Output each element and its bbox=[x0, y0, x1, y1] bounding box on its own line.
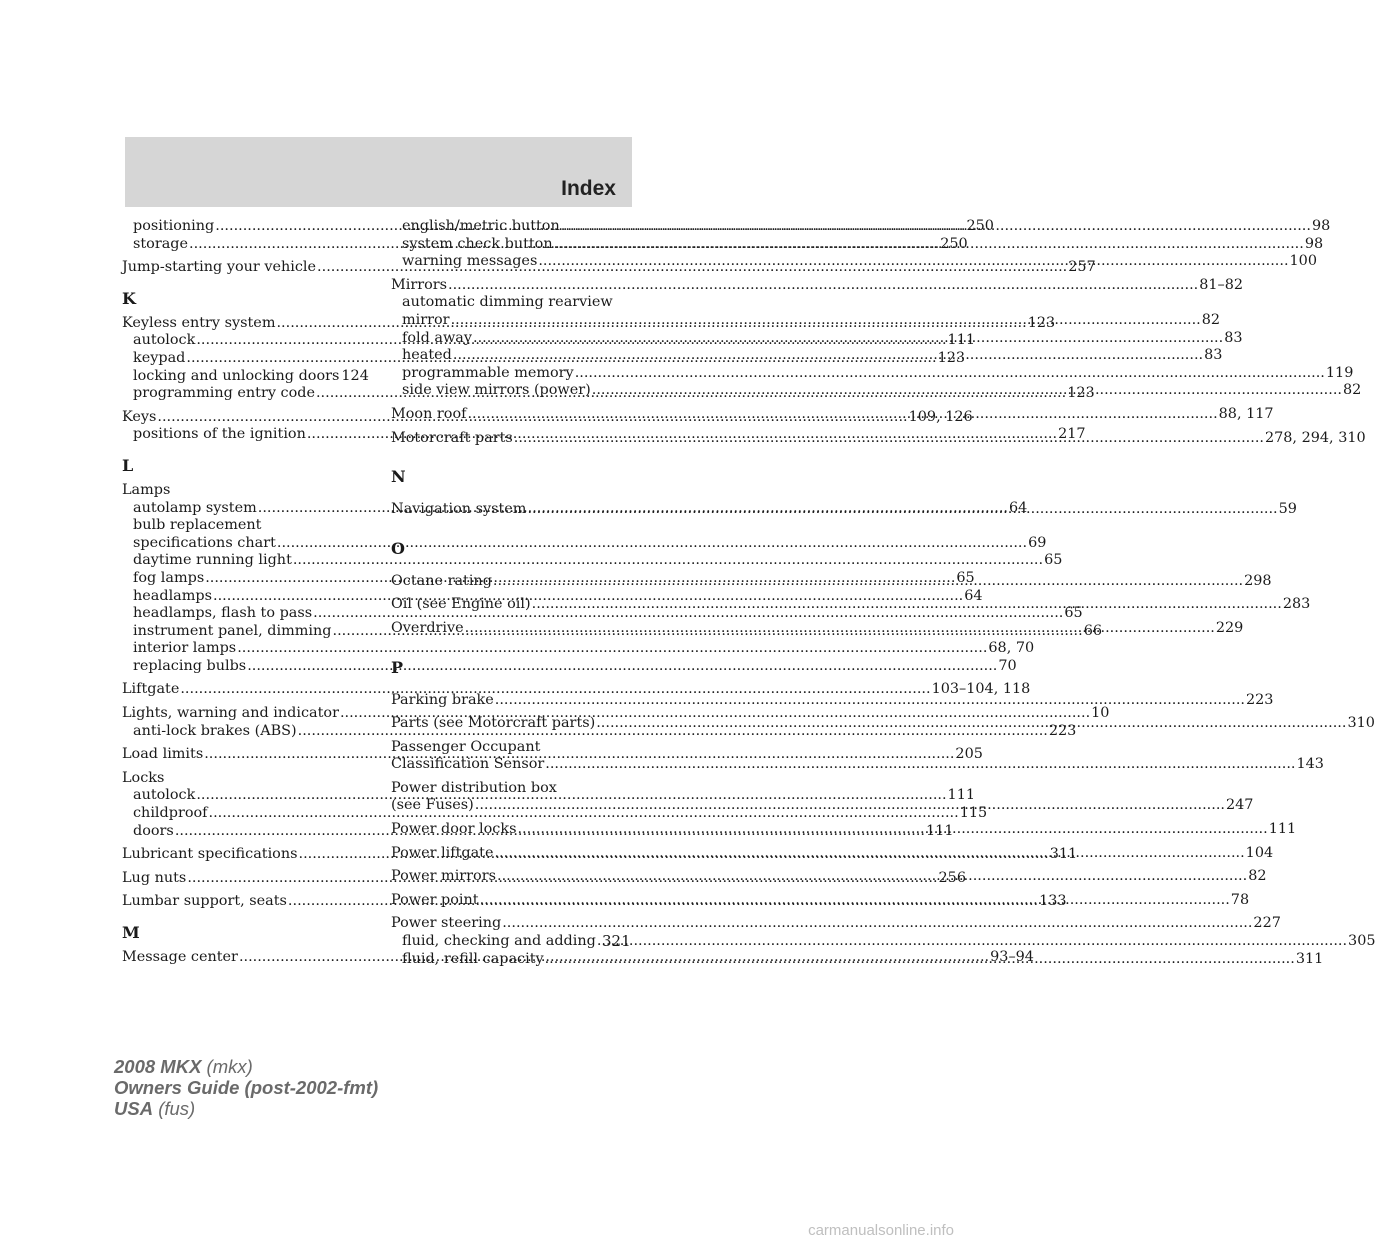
index-entry-page: 81–82 bbox=[1199, 276, 1244, 293]
index-entry-page: 111 bbox=[947, 332, 976, 349]
index-entry-page: 111 bbox=[926, 822, 954, 839]
index-entry bbox=[122, 770, 362, 788]
index-entry-text: Load limits bbox=[122, 746, 204, 763]
index-entry-page: 100 bbox=[1289, 253, 1317, 270]
index-entry bbox=[122, 605, 1083, 623]
index-entry-page: 59 bbox=[1278, 501, 1297, 518]
index-entry-page: 119 bbox=[1325, 364, 1354, 381]
index-entry-page: 283 bbox=[1282, 596, 1311, 613]
index-entry bbox=[122, 640, 1035, 658]
index-entry bbox=[391, 294, 631, 312]
index-entry-text: Overdrive bbox=[391, 619, 464, 636]
index-entry-text: childproof bbox=[133, 805, 208, 822]
index-entry bbox=[122, 517, 362, 535]
index-entry-text: specifications chart bbox=[133, 534, 276, 551]
index-entry-text: keypad bbox=[133, 349, 186, 366]
index-entry-text: autolock bbox=[133, 332, 196, 349]
index-entry-text: Lug nuts bbox=[122, 869, 187, 886]
index-entry-text: Power distribution box bbox=[391, 779, 557, 796]
index-entry-text: Motorcraft parts bbox=[391, 429, 513, 446]
index-entry-page: 109, 126 bbox=[908, 408, 973, 425]
index-entry-page: 66 bbox=[1083, 622, 1103, 639]
index-entry-page: 124 bbox=[341, 367, 369, 384]
footer-model: 2008 MKX bbox=[114, 1056, 202, 1077]
index-entry-page: 65 bbox=[956, 569, 975, 586]
index-entry bbox=[391, 276, 1244, 295]
index-entry-text: fluid, refill capacity bbox=[402, 950, 544, 967]
dot-leader bbox=[448, 277, 1198, 295]
dot-leader bbox=[532, 596, 1282, 614]
index-entry-text: Power mirrors bbox=[391, 868, 496, 885]
index-entry-text: Classification Sensor bbox=[391, 756, 545, 773]
index-entry-page: 70 bbox=[998, 657, 1017, 674]
index-entry-text: doors bbox=[133, 822, 174, 839]
index-entry-text: Parts (see Motorcraft parts) bbox=[391, 715, 596, 732]
index-entry-page: 223 bbox=[1048, 722, 1077, 739]
dot-leader bbox=[561, 218, 1311, 236]
dot-leader bbox=[451, 312, 1201, 330]
index-entry-text: headlamps, flash to pass bbox=[133, 605, 313, 622]
index-entry-text: Octane rating bbox=[391, 572, 492, 589]
index-entry-text: Power steering bbox=[391, 915, 502, 932]
index-entry-page: 103–104, 118 bbox=[931, 681, 1031, 698]
index-entry-page: 98 bbox=[1304, 235, 1324, 252]
dot-leader bbox=[592, 382, 1342, 400]
index-entry-page: 256 bbox=[938, 869, 966, 886]
index-entry-text: Power liftgate bbox=[391, 844, 494, 861]
page-title: Index bbox=[561, 177, 616, 200]
index-entry-text: Message center bbox=[122, 949, 238, 965]
dot-leader bbox=[527, 501, 1277, 519]
index-entry-page: 64 bbox=[964, 587, 983, 604]
index-entry-text: (see Fuses) bbox=[391, 797, 474, 814]
index-entry-page: 93–94 bbox=[990, 949, 1034, 965]
index-entry-page: 311 bbox=[1295, 950, 1324, 967]
index-entry bbox=[391, 691, 1274, 710]
index-entry-text: Liftgate bbox=[122, 681, 180, 698]
index-entry-page: 223 bbox=[1245, 691, 1274, 708]
index-entry-page: 69 bbox=[1028, 534, 1047, 551]
dot-leader bbox=[514, 430, 1264, 448]
index-entry-text: mirror bbox=[402, 311, 450, 328]
dot-leader bbox=[475, 797, 1225, 815]
index-entry-page: 111 bbox=[1268, 821, 1297, 838]
index-entry-page: 83 bbox=[1224, 329, 1243, 346]
index-entry bbox=[122, 657, 1017, 676]
index-entry-page: 311 bbox=[1049, 846, 1078, 863]
index-entry-text: fluid, checking and adding bbox=[402, 933, 596, 950]
index-entry bbox=[122, 705, 1110, 723]
index-section-letter: O bbox=[391, 538, 405, 558]
footer-market: USA bbox=[114, 1098, 154, 1119]
index-entry bbox=[391, 756, 1324, 774]
dot-leader bbox=[517, 821, 1267, 839]
dot-leader bbox=[493, 573, 1243, 591]
dot-leader bbox=[453, 347, 1203, 365]
index-entry-page: 104 bbox=[1245, 844, 1274, 861]
index-entry bbox=[122, 534, 1047, 553]
index-entry-text: english/metric button bbox=[402, 218, 560, 234]
index-entry-page: 310 bbox=[1347, 715, 1375, 732]
index-entry-text: heated bbox=[402, 347, 452, 364]
index-entry-text: automatic dimming rearview bbox=[402, 294, 613, 311]
index-entry-text: replacing bulbs bbox=[133, 657, 247, 674]
index-entry-page: 205 bbox=[955, 746, 983, 763]
dot-leader bbox=[497, 868, 1247, 886]
index-entry-text: Navigation system bbox=[391, 501, 527, 518]
index-entry bbox=[391, 739, 631, 757]
index-entry bbox=[391, 933, 1376, 951]
dot-leader bbox=[575, 365, 1325, 383]
index-entry-text: locking and unlocking doors bbox=[133, 367, 340, 384]
index-entry bbox=[391, 821, 1297, 839]
index-entry-text: Moon roof bbox=[391, 405, 467, 422]
dot-leader bbox=[554, 236, 1304, 254]
index-entry-page: 123 bbox=[1067, 385, 1095, 402]
dot-leader bbox=[502, 915, 1252, 933]
index-entry-text: Power door locks bbox=[391, 821, 517, 838]
index-entry-text: Oil (see Engine oil) bbox=[391, 596, 531, 613]
index-entry-text: Passenger Occupant bbox=[391, 738, 541, 755]
index-entry-text: daytime running light bbox=[133, 552, 292, 569]
index-entry-text: Lumbar support, seats bbox=[122, 893, 287, 910]
index-section-letter: M bbox=[122, 923, 140, 942]
index-entry-text: programming entry code bbox=[133, 385, 315, 402]
dot-leader bbox=[538, 253, 1288, 271]
index-section-letter: L bbox=[122, 455, 134, 475]
index-entry-page: 65 bbox=[1064, 605, 1083, 622]
index-entry-page: 88, 117 bbox=[1218, 405, 1274, 422]
index-entry-text: Keyless entry system bbox=[122, 314, 276, 331]
index-entry-page: 83 bbox=[1204, 347, 1223, 364]
index-entry-page: 82 bbox=[1342, 382, 1362, 399]
index-entry-text: Power point bbox=[391, 891, 479, 908]
footer-market-code: (fus) bbox=[158, 1098, 196, 1119]
index-entry-text: autolock bbox=[133, 787, 196, 804]
index-entry-page: 250 bbox=[940, 235, 968, 252]
index-entry-page: 115 bbox=[959, 805, 988, 822]
index-entry-page: 247 bbox=[1225, 797, 1254, 814]
dot-leader bbox=[465, 620, 1215, 638]
index-entry-text: Lubricant specifications bbox=[122, 846, 298, 863]
footer-guide: Owners Guide (post-2002-fmt) bbox=[114, 1077, 379, 1098]
index-section-letter: N bbox=[391, 467, 406, 487]
index-entry bbox=[391, 364, 1354, 383]
index-entry-page: 111 bbox=[947, 787, 976, 804]
index-entry-text: Mirrors bbox=[391, 276, 448, 293]
dot-leader bbox=[494, 845, 1244, 863]
index-entry-text: interior lamps bbox=[133, 640, 237, 657]
index-entry-text: Keys bbox=[122, 408, 157, 425]
index-entry-text: storage bbox=[133, 235, 189, 252]
index-entry-text: fog lamps bbox=[133, 569, 205, 586]
index-entry bbox=[122, 482, 362, 500]
index-entry-text: positioning bbox=[133, 218, 215, 234]
index-entry-page: 82 bbox=[1248, 868, 1267, 885]
dot-leader bbox=[277, 535, 1027, 553]
index-section-letter: K bbox=[122, 288, 136, 308]
index-entry-text: instrument panel, dimming bbox=[133, 622, 332, 639]
index-entry-page: 78 bbox=[1230, 891, 1250, 908]
index-entry-text: autolamp system bbox=[133, 499, 257, 516]
document-footer bbox=[114, 1056, 378, 1119]
index-entry-page: 229 bbox=[1215, 619, 1244, 636]
header-band bbox=[125, 137, 632, 207]
dot-leader bbox=[597, 933, 1347, 951]
index-entry-page: 123 bbox=[937, 349, 966, 366]
index-entry bbox=[391, 780, 631, 798]
index-entry-text: Jump-starting your vehicle bbox=[122, 259, 317, 276]
index-entry-text: programmable memory bbox=[402, 364, 574, 381]
index-entry bbox=[122, 681, 1031, 699]
index-entry-page: 68, 70 bbox=[988, 640, 1035, 657]
index-entry-text: Parking brake bbox=[391, 691, 494, 708]
dot-leader bbox=[545, 951, 1295, 969]
index-entry-text: positions of the ignition bbox=[133, 426, 306, 443]
index-entry-text: anti-lock brakes (ABS) bbox=[133, 722, 297, 739]
footer-model-code: (mkx) bbox=[206, 1056, 253, 1077]
index-entry-page: 217 bbox=[1058, 426, 1086, 443]
index-entry-page: 82 bbox=[1201, 311, 1221, 328]
index-entry-page: 278, 294, 310 bbox=[1264, 429, 1366, 446]
index-entry-text: Lamps bbox=[122, 481, 171, 498]
index-entry-page: 250 bbox=[966, 218, 994, 234]
index-entry-page: 257 bbox=[1068, 259, 1096, 276]
index-entry bbox=[122, 552, 1063, 570]
index-entry bbox=[122, 367, 369, 386]
index-entry-page: 298 bbox=[1244, 572, 1272, 589]
dot-leader bbox=[596, 715, 1346, 733]
index-entry-text: fold away bbox=[402, 329, 472, 346]
index-entry-page: 98 bbox=[1311, 218, 1331, 234]
index-entry-page: 305 bbox=[1348, 933, 1376, 950]
index-entry-text: system check button bbox=[402, 235, 553, 252]
index-entry-text: Lights, warning and indicator bbox=[122, 705, 339, 722]
dot-leader bbox=[467, 406, 1217, 424]
index-section-letter: P bbox=[391, 657, 404, 677]
index-entry-page: 64 bbox=[1008, 499, 1028, 516]
index-entry-text: headlamps bbox=[133, 587, 213, 604]
index-entry-text: side view mirrors (power) bbox=[402, 382, 591, 399]
index-entry-text: bulb replacement bbox=[133, 517, 262, 534]
index-entry-page: 133 bbox=[1039, 893, 1067, 910]
index-entry-text: Locks bbox=[122, 769, 165, 786]
index-entry-page: 123 bbox=[1027, 314, 1056, 331]
watermark-text: carmanualsonline.info bbox=[808, 1222, 954, 1239]
index-entry bbox=[391, 915, 1281, 933]
dot-leader bbox=[495, 692, 1245, 710]
page-number: 321 bbox=[602, 932, 631, 950]
dot-leader bbox=[545, 756, 1295, 774]
dot-leader bbox=[480, 892, 1230, 910]
index-entry-text: warning messages bbox=[402, 253, 538, 270]
index-entry-page: 143 bbox=[1296, 756, 1324, 773]
dot-leader bbox=[473, 330, 1223, 348]
index-entry-page: 227 bbox=[1253, 915, 1281, 932]
index-entry-page: 65 bbox=[1044, 552, 1063, 569]
index-entry-page: 10 bbox=[1091, 705, 1110, 722]
